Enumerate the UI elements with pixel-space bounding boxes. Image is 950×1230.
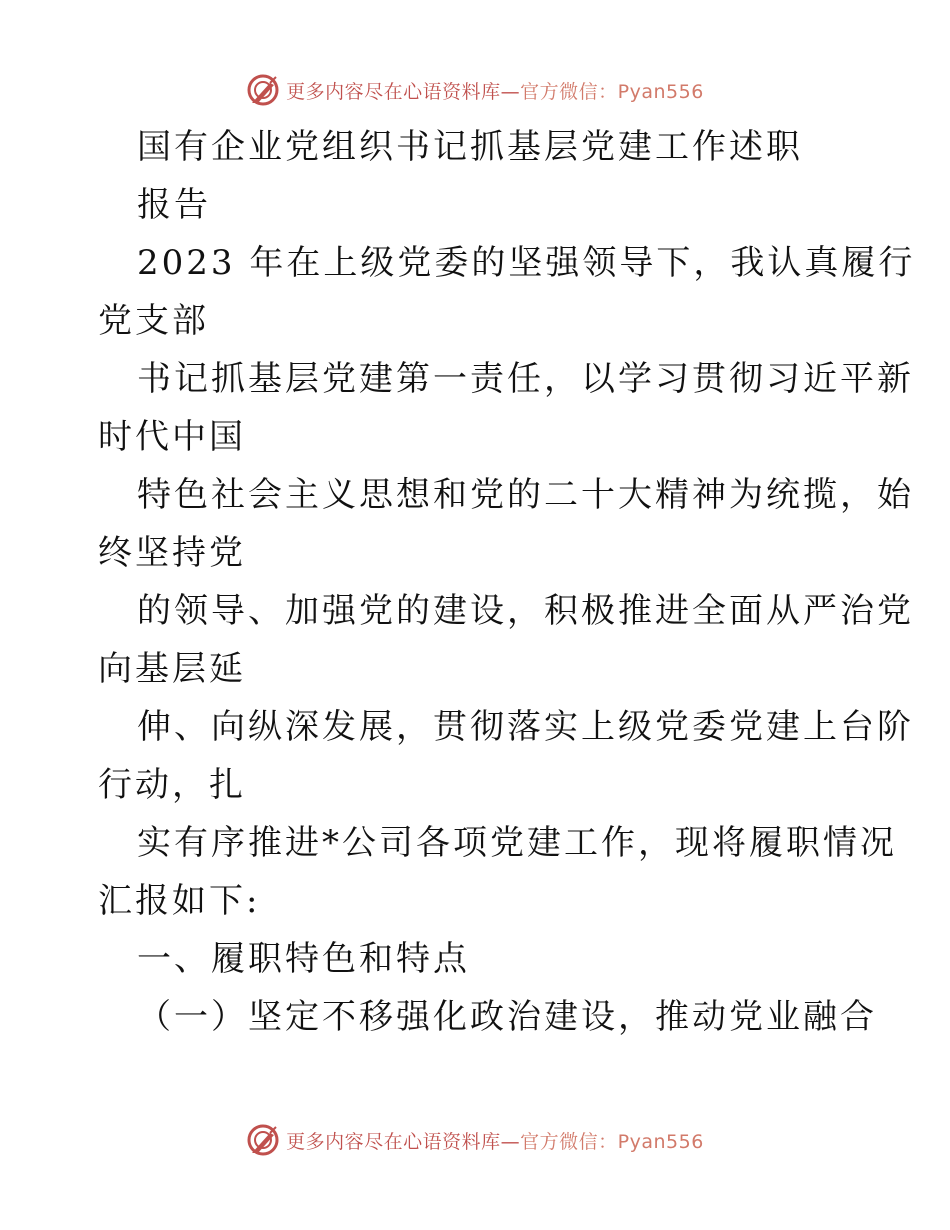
doc-paragraph-line: 的领导、加强党的建设，积极推进全面从严治党 bbox=[137, 591, 914, 631]
doc-paragraph-line: 终坚持党 bbox=[98, 533, 246, 573]
pen-logo-icon bbox=[246, 1123, 280, 1157]
doc-title-line-2: 报告 bbox=[137, 185, 211, 225]
doc-paragraph-line: 2023 年在上级党委的坚强领导下，我认真履行 bbox=[137, 243, 916, 283]
doc-paragraph-line: 伸、向纵深发展，贯彻落实上级党委党建上台阶 bbox=[137, 707, 914, 747]
doc-title-line-1: 国有企业党组织书记抓基层党建工作述职 bbox=[137, 127, 803, 167]
watermark-library-text: 更多内容尽在心语资料库 bbox=[286, 1130, 501, 1153]
watermark-library-text: 更多内容尽在心语资料库 bbox=[286, 80, 501, 103]
watermark-wechat-text: 官方微信：Pyan556 bbox=[520, 1130, 704, 1153]
doc-paragraph-line: 特色社会主义思想和党的二十大精神为统揽，始 bbox=[137, 475, 914, 515]
doc-paragraph-line: 党支部 bbox=[98, 301, 209, 341]
doc-paragraph-line: 行动，扎 bbox=[98, 765, 246, 805]
doc-paragraph-line: 书记抓基层党建第一责任，以学习贯彻习近平新 bbox=[137, 359, 914, 399]
watermark-separator: — bbox=[500, 1130, 521, 1153]
watermark-separator: — bbox=[500, 80, 521, 103]
doc-paragraph-line: 实有序推进*公司各项党建工作，现将履职情况 bbox=[137, 823, 897, 863]
footer-watermark bbox=[0, 1120, 950, 1160]
doc-subsection-heading: （一）坚定不移强化政治建设，推动党业融合 bbox=[137, 997, 877, 1037]
doc-paragraph-line: 向基层延 bbox=[98, 649, 246, 689]
doc-paragraph-line: 时代中国 bbox=[98, 417, 246, 457]
watermark-text bbox=[286, 1127, 704, 1154]
watermark-wechat-text: 官方微信：Pyan556 bbox=[520, 80, 704, 103]
doc-section-heading: 一、履职特色和特点 bbox=[137, 939, 470, 979]
doc-paragraph-line: 汇报如下: bbox=[98, 881, 261, 921]
